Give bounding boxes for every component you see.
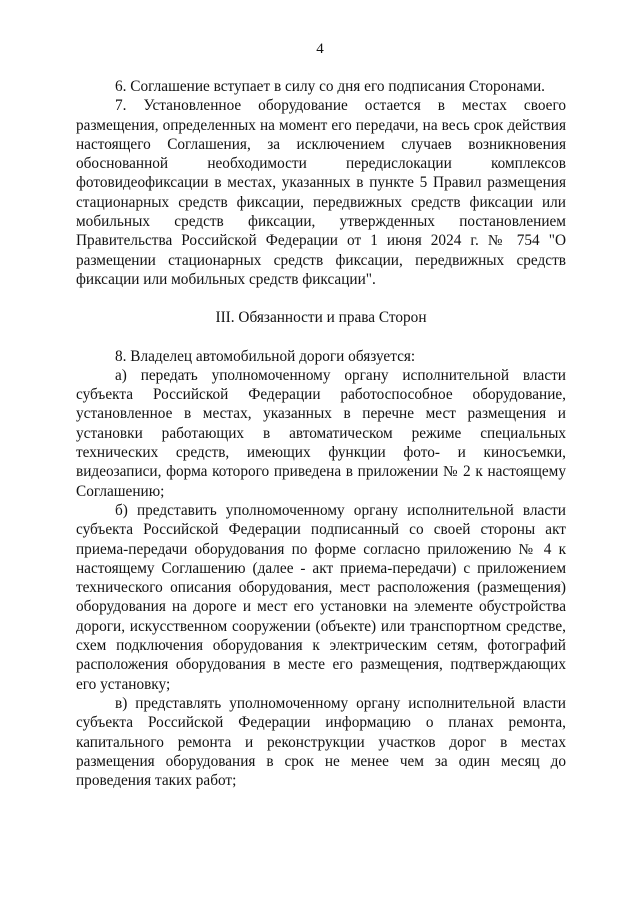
obligation-item-a: а) передать уполномоченному органу исполнительной власти субъекта Российской Федерации работоспособное оборудование, установленное в местах, указанных в перечне мест размещения и установки работающих в автоматическом режиме специальных технических средств, имеющих функции фото- и киносъемки, видеозаписи, форма которого приведена в приложении № 2 к настоящему Соглашению; <box>76 366 566 500</box>
section-heading: III. Обязанности и права Сторон <box>215 309 427 327</box>
page-number: 4 <box>316 41 324 57</box>
document-body <box>76 77 566 790</box>
obligation-item-v: в) представлять уполномоченному органу исполнительной власти субъекта Российской Федерации информацию о планах ремонта, капитального ремонта и реконструкции участков дорог в местах размещения оборудования в срок не менее чем за один месяц до проведения таких работ; <box>76 694 566 790</box>
paragraph-8-intro: 8. Владелец автомобильной дороги обязуется: <box>115 347 416 365</box>
paragraph-7: 7. Установленное оборудование остается в местах своего размещения, определенных на момент его передачи, на весь срок действия настоящего Соглашения, за исключением случаев возникновения обоснованной необходимости передислокации комплексов фотовидеофиксации в местах, указанных в пункте 5 Правил размещения стационарных средств фиксации, передвижных средств фиксации или мобильных средств фиксации, утвержденных постановлением Правительства Российской Федерации от 1 июня 2024 г. № 754 "О размещении стационарных средств фиксации, передвижных средств фиксации или мобильных средств фиксации". <box>76 97 566 288</box>
obligation-item-b: б) представить уполномоченному органу исполнительной власти субъекта Российской Федерации подписанный со своей стороны акт приема-передачи оборудования по форме согласно приложению № 4 к настоящему Соглашению (далее - акт приема-передачи) с приложением технического описания оборудования, мест расположения (размещения) оборудования на дороге и мест его установки на элементе обустройства дороги, искусственном сооружении (объекте) или транспортном средстве, схем подключения оборудования к электрическим сетям, фотографий расположения оборудования в месте его размещения, подтверждающих его установку; <box>76 501 566 693</box>
paragraph-6: 6. Соглашение вступает в силу со дня его подписания Сторонами. <box>115 78 545 95</box>
